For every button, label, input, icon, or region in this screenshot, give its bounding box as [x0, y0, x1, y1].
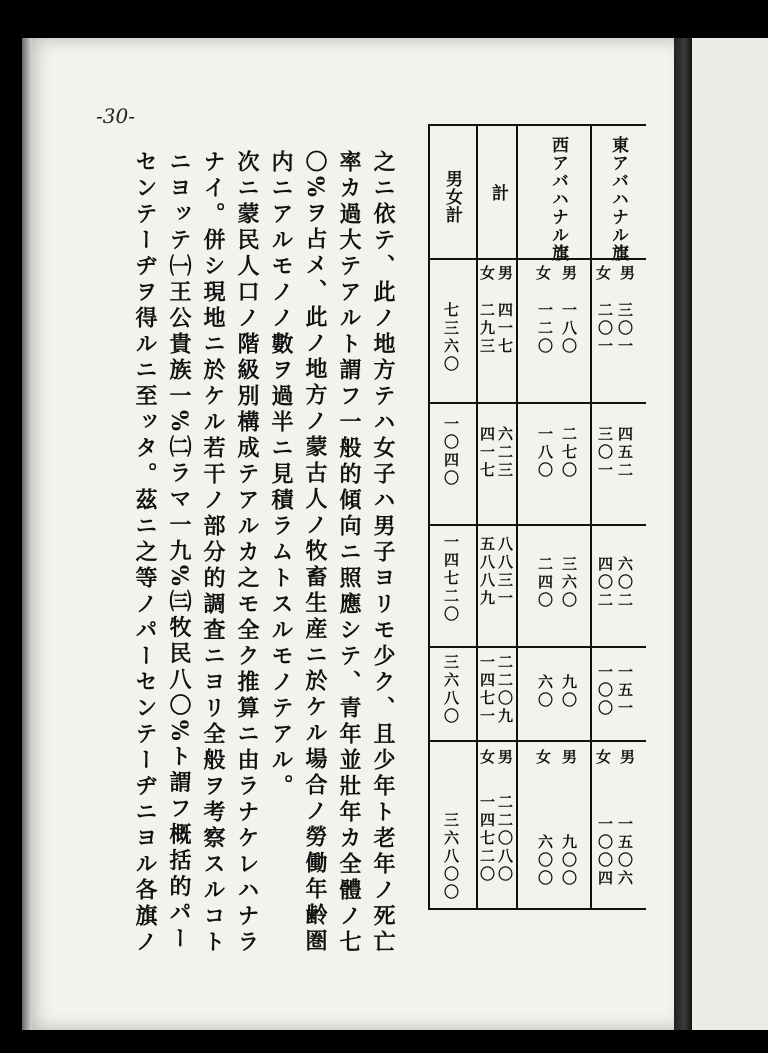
cell-east-f: 二〇一: [596, 302, 614, 356]
cell-mf: 一四七二〇: [442, 534, 460, 624]
sub-male: 男: [562, 264, 578, 282]
cell-west-f: 一八〇: [536, 426, 554, 480]
table-divider: [590, 126, 592, 908]
cell-east-f: 三〇一: [596, 426, 614, 480]
header-east: 東アバハナル旗: [608, 136, 628, 262]
text-column: 〇%ヲ占メ、此ノ地方ノ蒙古人ノ牧畜生産ニ於ケル場合ノ勞働年齢圏: [302, 150, 328, 955]
cell-total-f: 二九三: [478, 302, 496, 356]
cell-east-f: 一〇〇: [596, 664, 614, 718]
cell-mf: 三六八〇〇: [442, 812, 460, 902]
cell-mf: 一〇四〇: [442, 416, 460, 488]
table-divider: [516, 126, 518, 908]
adjacent-page: [692, 38, 768, 1030]
sub-male: 男: [498, 264, 514, 282]
cell-west-m: 二七〇: [560, 426, 578, 480]
sub-female: 女: [596, 748, 612, 766]
population-table: [428, 124, 646, 910]
sub-female: 女: [480, 748, 496, 766]
body-text: [130, 150, 398, 956]
table-divider: [430, 740, 646, 742]
cell-west-m: 九〇〇: [560, 834, 578, 888]
cell-total-m: 二二〇八〇: [496, 794, 514, 884]
cell-total-f: 四一七: [478, 426, 496, 480]
cell-east-m: 三〇一: [616, 302, 634, 356]
text-column: 内ニアルモノノ數ヲ過半ニ見積ラムトスルモノテアル。: [268, 150, 294, 800]
sub-female: 女: [596, 264, 612, 282]
cell-west-m: 一八〇: [560, 302, 578, 356]
text-column: ナイ。併シ現地ニ於ケル若干ノ部分的調査ニヨリ全般ヲ考察スルコト: [200, 150, 226, 956]
cell-west-f: 六〇〇: [536, 834, 554, 888]
cell-east-m: 一五一: [616, 664, 634, 718]
cell-west-f: 二四〇: [536, 556, 554, 610]
cell-total-f: 五八八九: [478, 536, 496, 608]
cell-west-f: 六〇: [536, 674, 554, 710]
sub-female: 女: [536, 748, 552, 766]
sub-male: 男: [498, 748, 514, 766]
cell-west-m: 三六〇: [560, 556, 578, 610]
sub-female: 女: [480, 264, 496, 282]
text-column: 之ニ依テ、此ノ地方テハ女子ハ男子ヨリモ少ク、且少年ト老年ノ死亡: [370, 150, 396, 956]
cell-west-m: 九〇: [560, 674, 578, 710]
cell-east-m: 四五二: [616, 426, 634, 480]
header-west: 西アバハナル旗: [548, 136, 568, 262]
book-spine: [674, 38, 692, 1030]
cell-total-f: 一四七二〇: [478, 794, 496, 884]
sub-male: 男: [620, 748, 636, 766]
cell-total-m: 八八三一: [496, 536, 514, 608]
text-column: 次ニ蒙民人口ノ階級別構成テアルカ之モ全ク推算ニ由ラナケレハナラ: [234, 150, 260, 956]
sub-male: 男: [562, 748, 578, 766]
cell-mf: 三六八〇: [442, 654, 460, 726]
table-divider: [430, 646, 646, 648]
text-column: 率カ過大テアルト謂フ一般的傾向ニ照應シテ、青年並壯年カ全體ノ七: [336, 150, 362, 956]
sub-male: 男: [620, 264, 636, 282]
text-column: センテーヂヲ得ルニ至ッタ。茲ニ之等ノパーセンテーヂニヨル各旗ノ: [132, 150, 158, 956]
cell-total-f: 一四七一: [478, 654, 496, 726]
cell-total-m: 二二〇九: [496, 654, 514, 726]
header-mf-total: 男女計: [442, 170, 462, 224]
sub-female: 女: [536, 264, 552, 282]
page-number: -30-: [96, 104, 135, 128]
table-divider: [430, 402, 646, 404]
cell-east-f: 四〇二: [596, 556, 614, 610]
cell-total-m: 六二三: [496, 426, 514, 480]
cell-mf: 七三六〇: [442, 302, 460, 374]
cell-east-f: 一〇〇四: [596, 816, 614, 888]
cell-east-m: 一五〇六: [616, 816, 634, 888]
cell-total-m: 四一七: [496, 302, 514, 356]
header-total: 計: [488, 184, 508, 202]
table-divider: [476, 126, 478, 908]
cell-west-f: 一二〇: [536, 302, 554, 356]
cell-east-m: 六〇二: [616, 556, 634, 610]
table-divider: [430, 524, 646, 526]
text-column: ニヨッテ㈠王公貴族一%㈡ラマ一九%㈢牧民八〇%ト謂フ概括的パー: [166, 150, 192, 953]
